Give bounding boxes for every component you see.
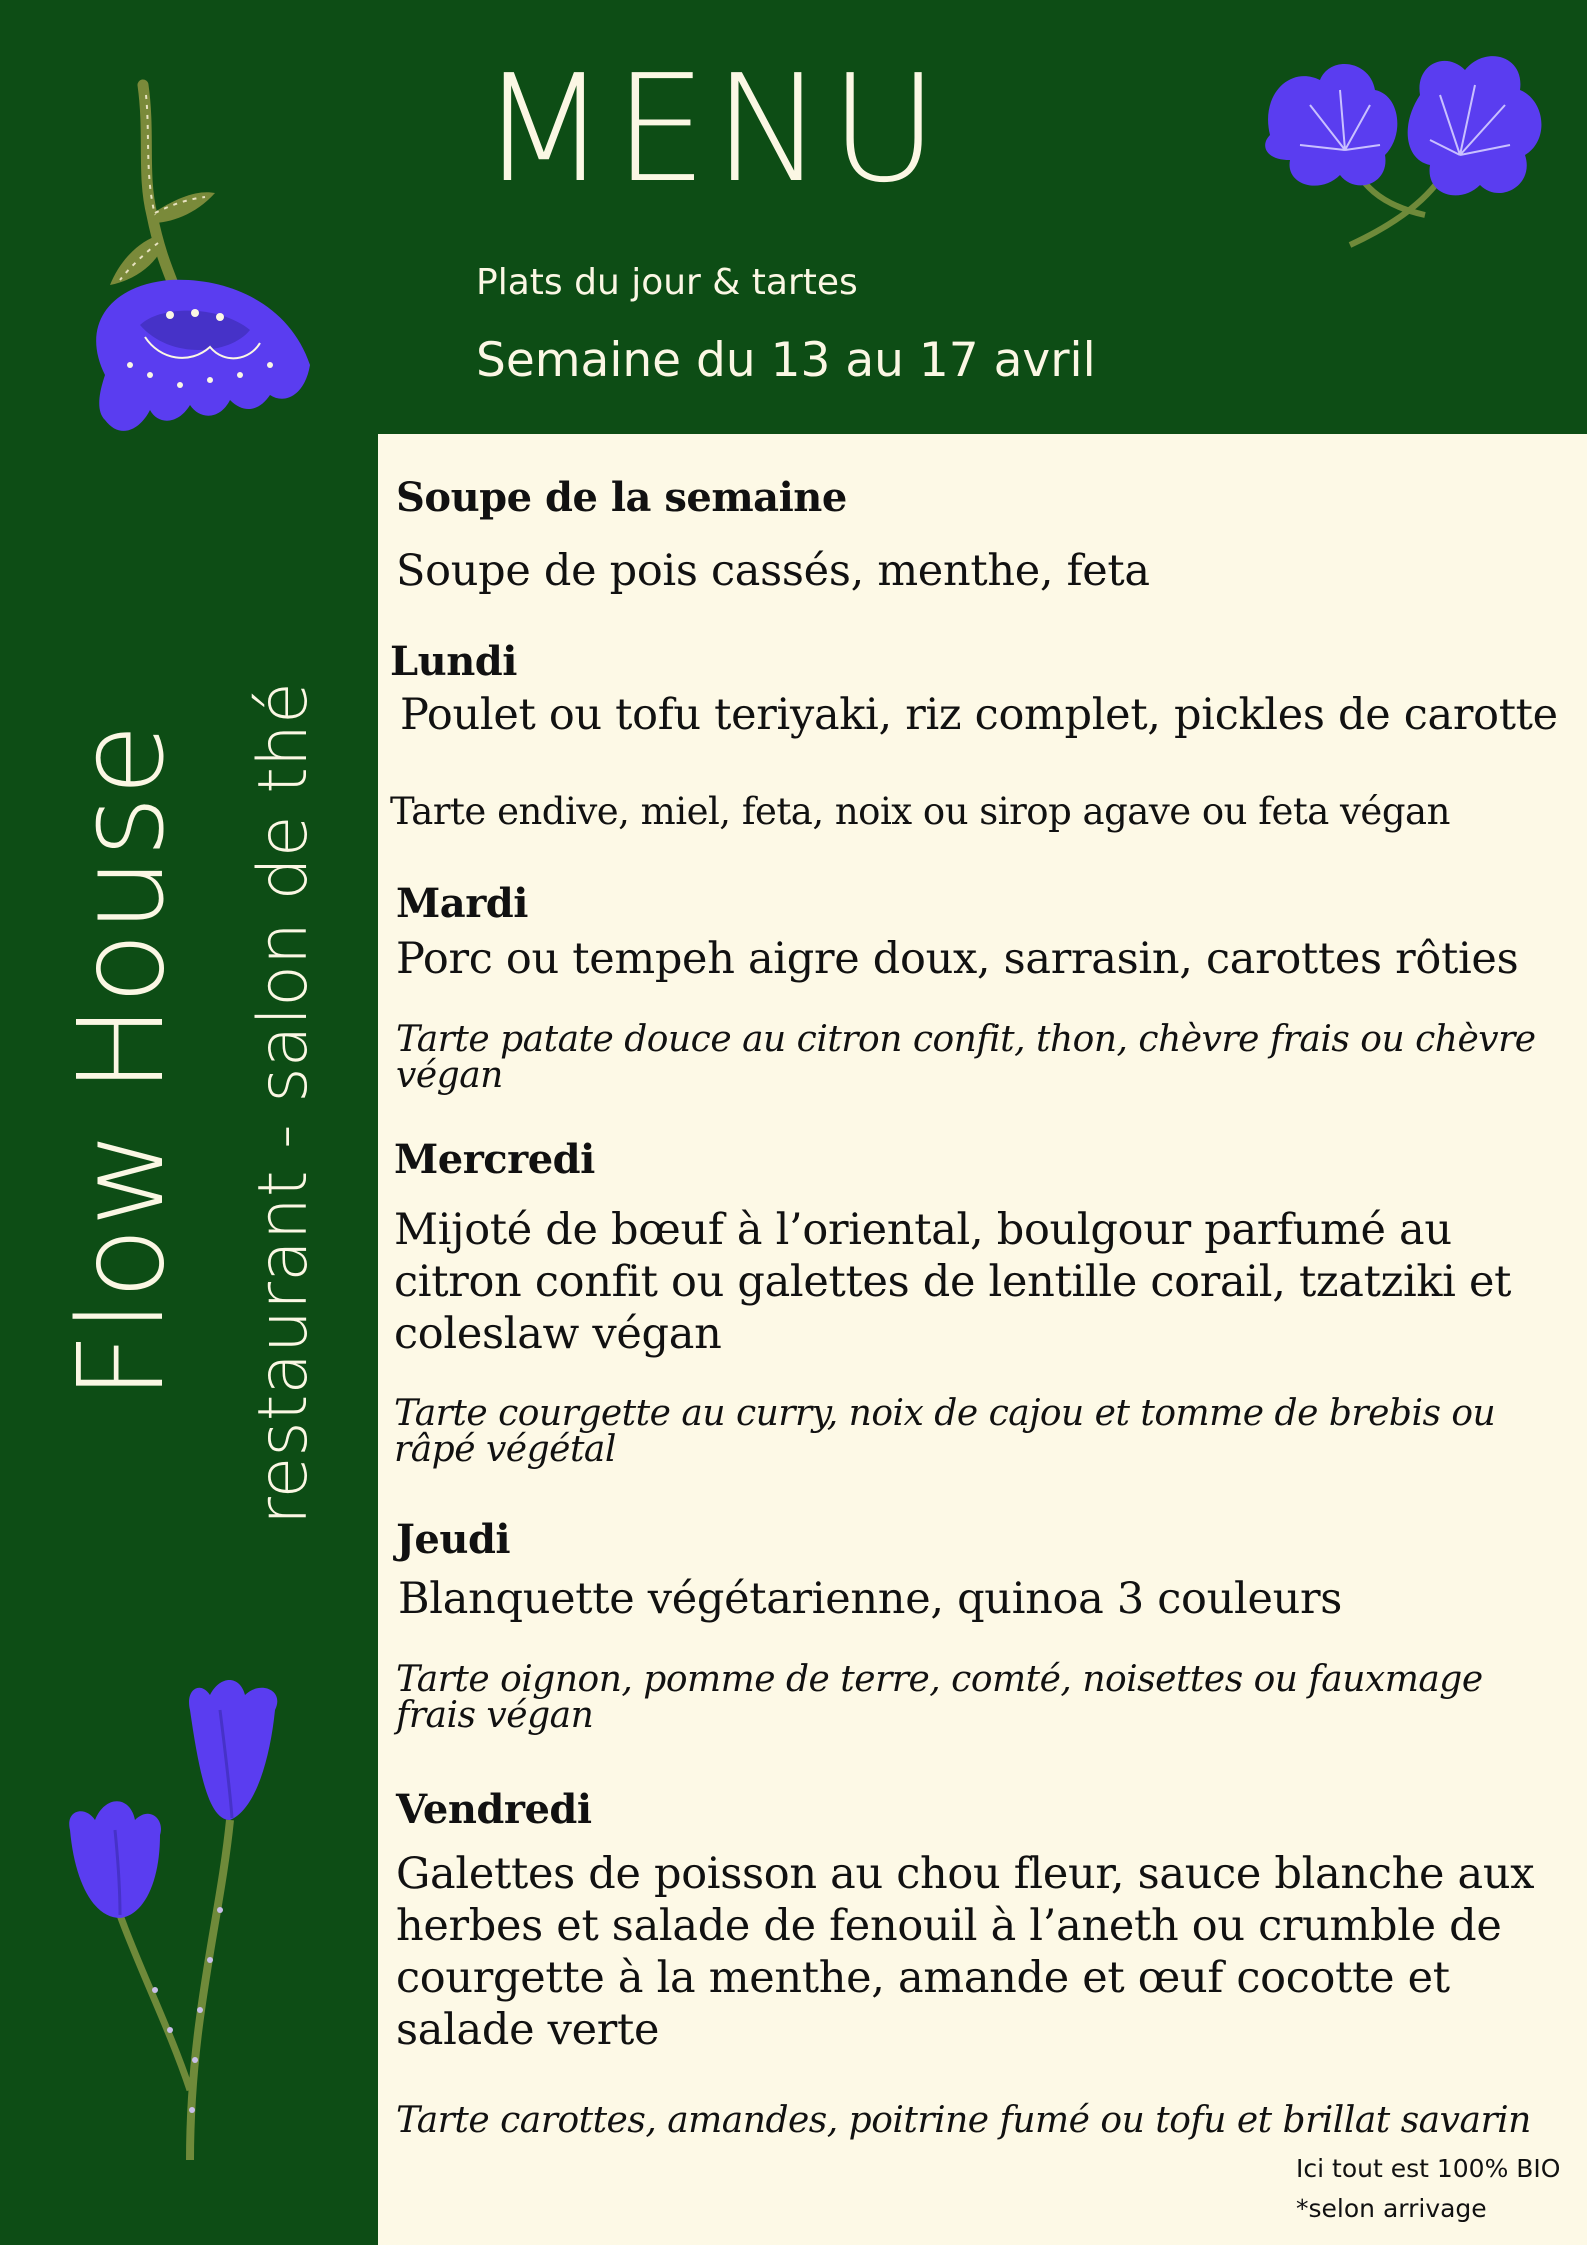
menu-panel [378, 434, 1587, 2245]
tart-mercredi: Tarte courgette au curry, noix de cajou et tomme de brebis ou râpé végétal [394, 1393, 1496, 1470]
tart-mardi: Tarte patate douce au citron confit, thon, chèvre frais ou chèvre végan [396, 1019, 1536, 1096]
day-heading-lundi: Lundi [390, 638, 517, 685]
soup-heading: Soupe de la semaine [396, 474, 847, 521]
day-heading-mercredi: Mercredi [394, 1136, 595, 1183]
dish-mardi: Porc ou tempeh aigre doux, sarrasin, carottes rôties [396, 934, 1519, 984]
poppy-flowers-icon [1250, 45, 1550, 255]
menu-week: Semaine du 13 au 17 avril [476, 333, 1096, 388]
hanging-flower-icon [60, 75, 320, 485]
day-heading-mardi: Mardi [396, 880, 528, 927]
menu-title: MENU [480, 43, 945, 215]
tart-jeudi: Tarte oignon, pomme de terre, comté, noisettes ou fauxmage frais végan [396, 1659, 1483, 1736]
soup-dish: Soupe de pois cassés, menthe, feta [396, 546, 1150, 596]
menu-subtitle: Plats du jour & tartes [476, 262, 858, 303]
dish-jeudi: Blanquette végétarienne, quinoa 3 couleurs [398, 1574, 1343, 1624]
dish-mercredi: Mijoté de bœuf à l’oriental, boulgour parfumé au citron confit ou galettes de lentille corail, tzatziki et coleslaw végan [394, 1205, 1512, 1359]
brand-name: Flow House [52, 723, 190, 1400]
dish-vendredi: Galettes de poisson au chou fleur, sauce blanche aux herbes et salade de fenouil à l’aneth ou crumble de courgette à la menthe, amande et œuf cocotte et salade verte [396, 1849, 1535, 2055]
tart-vendredi: Tarte carottes, amandes, poitrine fumé ou tofu et brillat savarin [396, 2100, 1531, 2141]
tart-lundi: Tarte endive, miel, feta, noix ou sirop agave ou feta végan [390, 790, 1450, 833]
day-heading-vendredi: Vendredi [396, 1786, 592, 1833]
brand-tagline: restaurant - salon de thé [244, 682, 323, 1525]
availability-note: *selon arrivage [1296, 2194, 1487, 2223]
tulip-flowers-icon [60, 1670, 330, 2170]
dish-lundi: Poulet ou tofu teriyaki, riz complet, pickles de carotte [400, 690, 1558, 740]
day-heading-jeudi: Jeudi [396, 1516, 511, 1563]
bio-note: Ici tout est 100% BIO [1296, 2154, 1561, 2183]
